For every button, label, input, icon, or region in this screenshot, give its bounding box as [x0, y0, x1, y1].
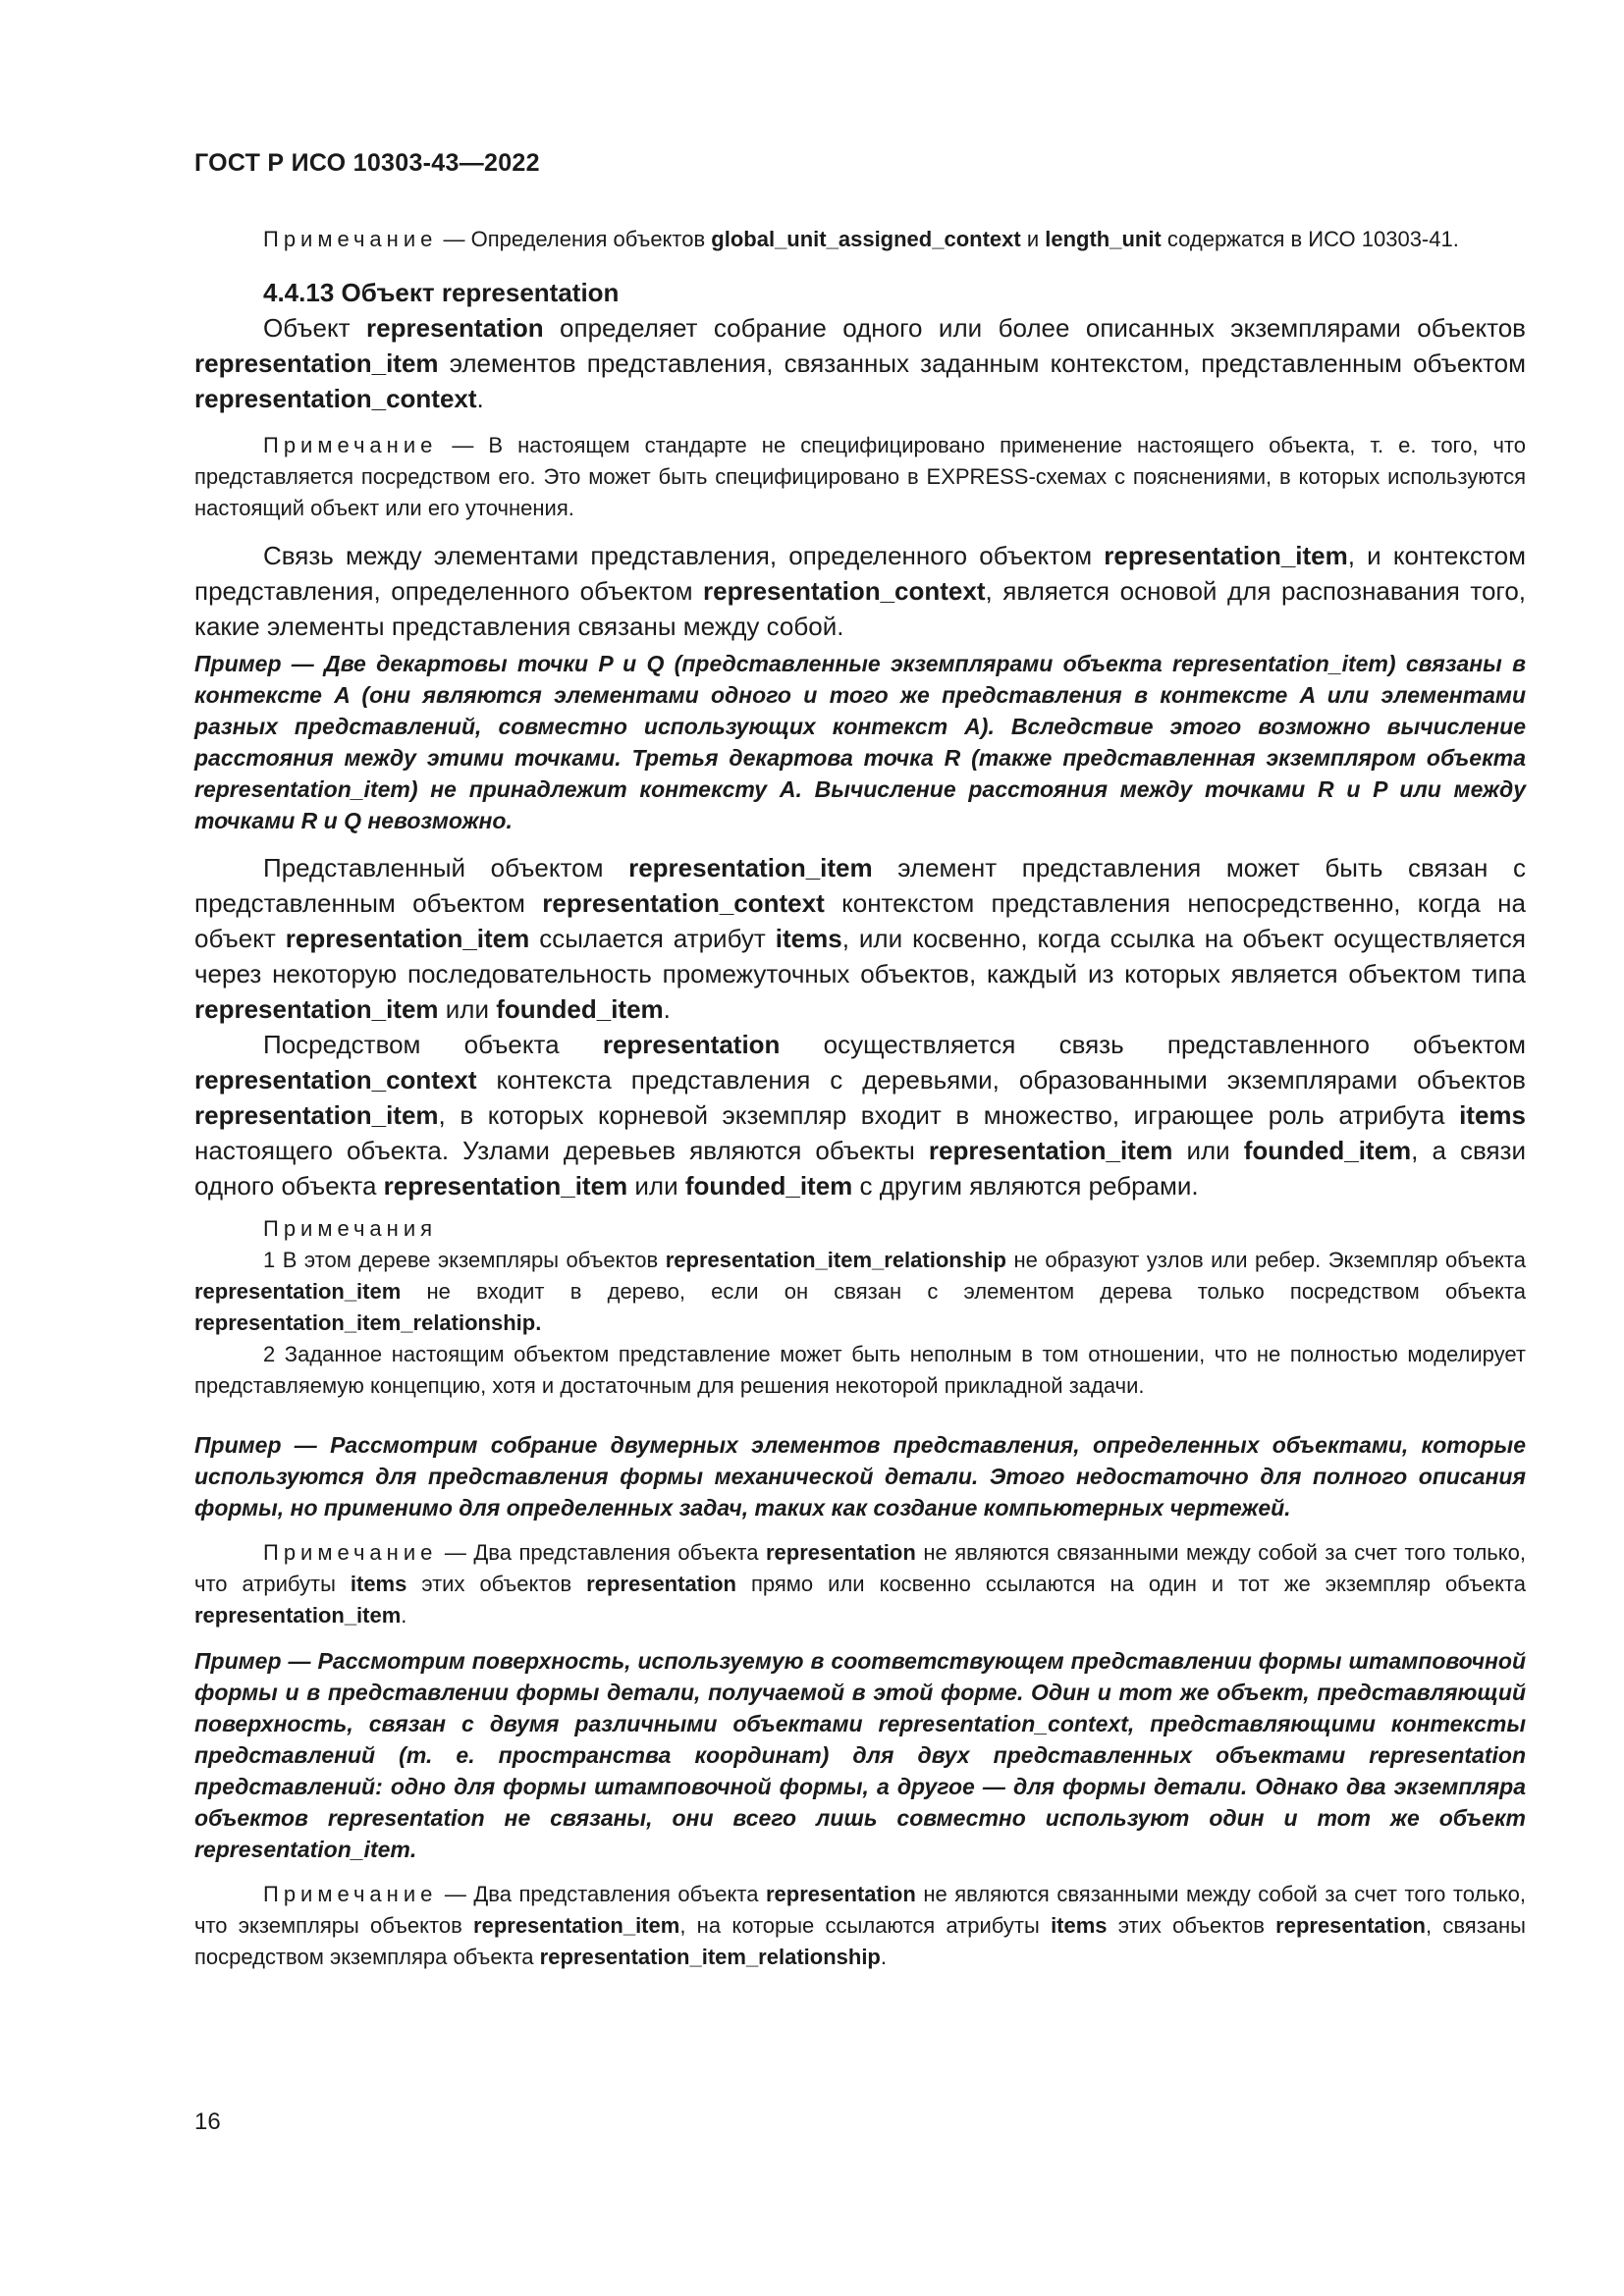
note-items-reference: Примечание — Два представления объекта representation не являются связанными между собой за счет того только, что атрибуты items этих объектов representation прямо или косвенно ссылаются на один и тот же экземпляр объекта representation_item.	[194, 1540, 1526, 1628]
paragraph-trees: Посредством объекта representation осуществляется связь представленного объектом representation_context контекста представления с деревьями, образованными экземплярами объектов representation_item, в которых корневой экземпляр входит в множество, играющее роль атрибута items настоящего объекта. Узлами деревьев являются объекты representation_item или founded_item, а связи одного объекта representation_item или founded_item с другим являются ребрами.	[194, 1030, 1526, 1201]
note-global-unit: Примечание — Определения объектов global_unit_assigned_context и length_unit содержатся в ИСО 10303-41.	[263, 227, 1459, 251]
document-header: ГОСТ Р ИСО 10303-43—2022	[194, 149, 540, 177]
example-2d-elements: Пример — Рассмотрим собрание двумерных элементов представления, определенных объектами, которые используются для представления формы механической детали. Этого недостаточно для полного описания формы, но применимо для определенных задач, таких как создание компьютерных чертежей.	[194, 1432, 1526, 1521]
note-label: Примечание	[263, 433, 438, 457]
section-heading: 4.4.13 Объект representation	[263, 278, 620, 307]
paragraph-link-elements: Связь между элементами представления, определенного объектом representation_item, и контекстом представления, определенного объектом representation_context, является основой для распознавания того, какие элементы представления связаны между собой.	[194, 541, 1526, 641]
note-item-1: 1 В этом дереве экземпляры объектов representation_item_relationship не образуют узлов или ребер. Экземпляр объекта representation_item не входит в дерево, если он связан с элементом дерева только посредством объекта representation_item_relationship.	[194, 1248, 1526, 1335]
document-body	[194, 224, 1526, 1973]
note-label: Примечание	[263, 1540, 438, 1565]
note-item-relationship: Примечание — Два представления объекта representation не являются связанными между собой за счет того только, что экземпляры объектов representation_item, на которые ссылаются атрибуты items этих объектов representation, связаны посредством экземпляра объекта representation_item_relationship.	[194, 1882, 1526, 1969]
note-label: Примечание	[263, 227, 438, 251]
paragraph-representation-definition: Объект representation определяет собрание одного или более описанных экземплярами объектов representation_item элементов представления, связанных заданным контекстом, представленным объектом representation_context.	[194, 313, 1526, 413]
notes-label: Примечания	[263, 1216, 438, 1241]
note-application: Примечание — В настоящем стандарте не специфицировано применение настоящего объекта, т. е. того, что представляется посредством его. Это может быть специфицировано в EXPRESS-схемах с пояснениями, в которых используются настоящий объект или его уточнения.	[194, 433, 1526, 520]
note-item-2: 2 Заданное настоящим объектом представление может быть неполным в том отношении, что не полностью моделирует представляемую концепцию, хотя и достаточным для решения некоторой прикладной задачи.	[194, 1342, 1526, 1398]
page-number: 16	[194, 2109, 221, 2135]
note-label: Примечание	[263, 1882, 438, 1906]
example-cartesian-points: Пример — Две декартовы точки P и Q (представленные экземплярами объекта representation_item) связаны в контексте A (они являются элементами одного и того же представления в контексте A или элементами разных представлений, совместно использующих контекст A). Вследствие этого возможно вычисление расстояния между этими точками. Третья декартова точка R (также представленная экземпляром объекта representation_item) не принадлежит контексту A. Вычисление расстояния между точками R и P или между точками R и Q невозможно.	[194, 651, 1526, 833]
paragraph-item-context-link: Представленный объектом representation_item элемент представления может быть связан с представленным объектом representation_context контекстом представления непосредственно, когда на объект representation_item ссылается атрибут items, или косвенно, когда ссылка на объект осуществляется через некоторую последовательность промежуточных объектов, каждый из которых является объектом типа representation_item или founded_item.	[194, 853, 1526, 1024]
example-stamping-surface: Пример — Рассмотрим поверхность, используемую в соответствующем представлении формы штамповочной формы и в представлении формы детали, получаемой в этой форме. Один и тот же объект, представляющий поверхность, связан с двумя различными объектами representation_context, представляющими контексты представлений (т. е. пространства координат) для двух представленных объектами representation представлений: одно для формы штамповочной формы, а другое — для формы детали. Однако два экземпляра объектов representation не связаны, они всего лишь совместно используют один и тот же объект representation_item.	[194, 1648, 1526, 1862]
